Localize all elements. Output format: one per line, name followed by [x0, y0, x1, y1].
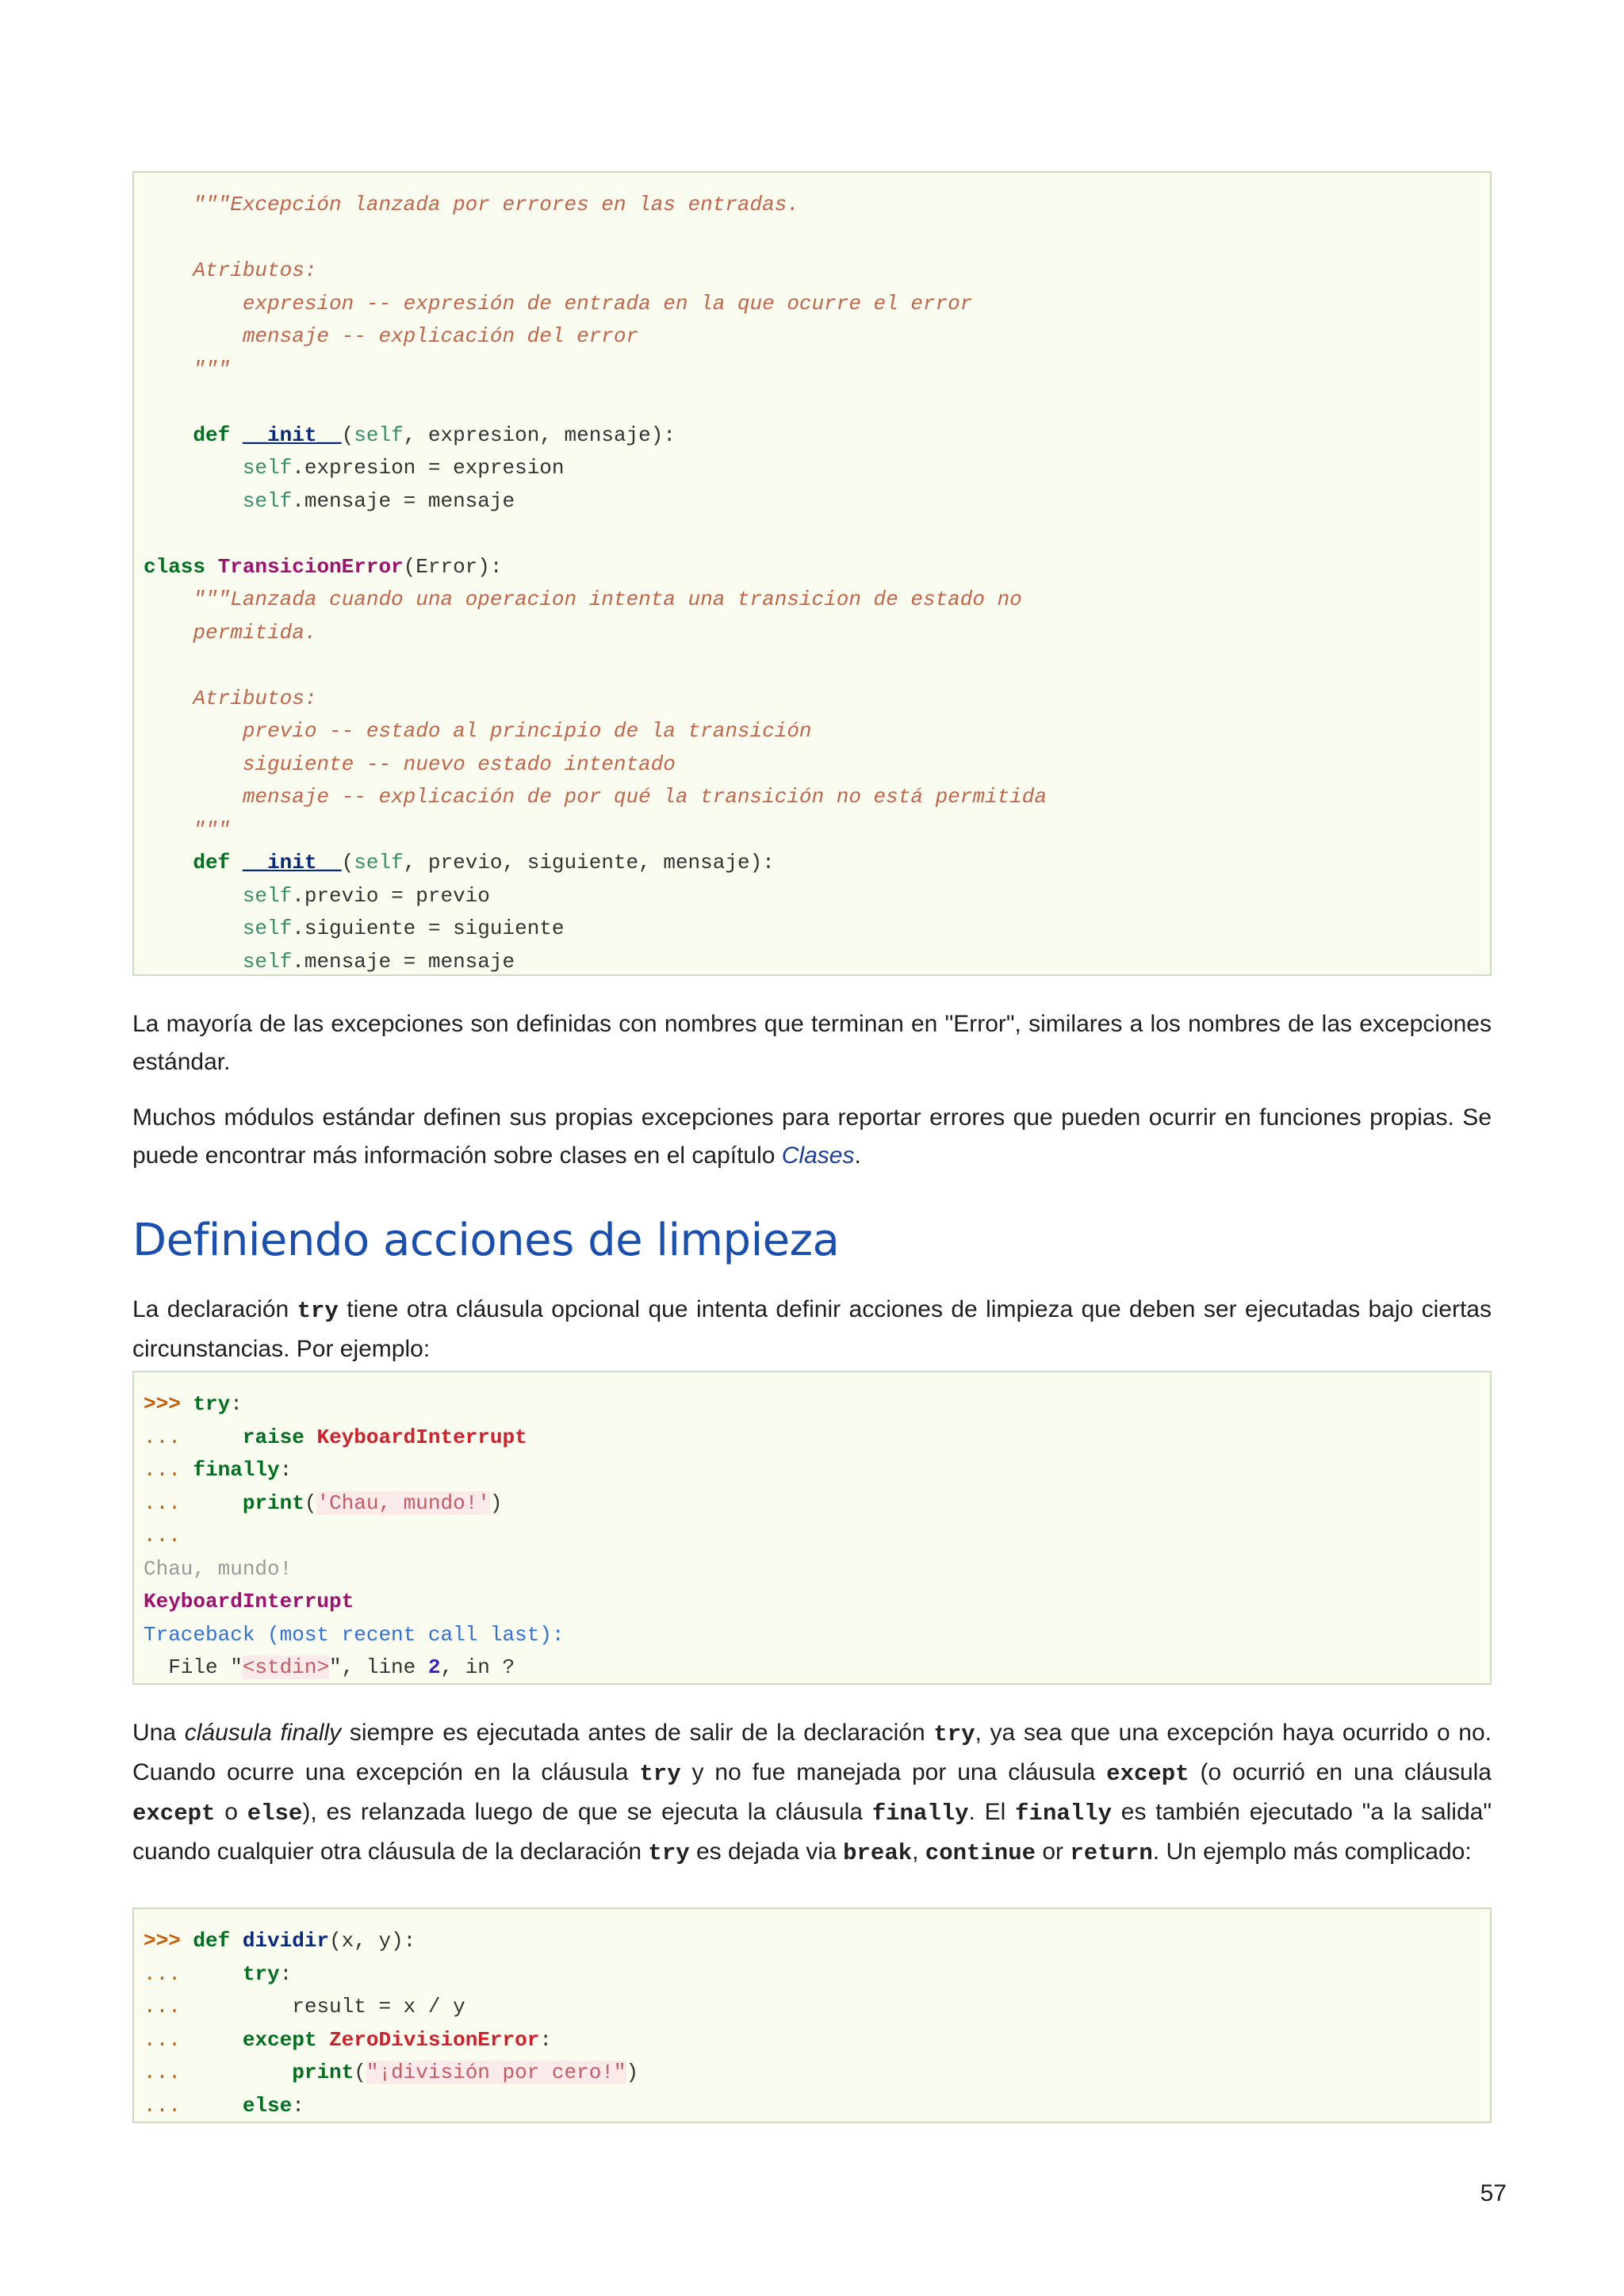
paragraph-text: or: [1036, 1839, 1071, 1865]
code-token: ...: [144, 1995, 193, 2019]
link-clases[interactable]: Clases: [781, 1142, 855, 1169]
code-token: [193, 1425, 242, 1449]
inline-code: finally: [1015, 1800, 1112, 1827]
code-token: dividir: [242, 1929, 330, 1953]
code-line: [144, 189, 799, 220]
emphasis-text: cláusula finally: [184, 1720, 342, 1746]
inline-code: return: [1070, 1840, 1153, 1866]
code-line: [144, 1520, 181, 1552]
code-token: [230, 1929, 243, 1953]
code-line: [144, 781, 1047, 813]
code-token: print: [242, 1490, 304, 1515]
code-token: :: [279, 1458, 293, 1482]
paragraph-text: Muchos módulos estándar definen sus propias excepciones para reportar errores que pueden ocurrir en funciones propias. Se puede encontrar más información sobre clases en el capítulo: [132, 1104, 1492, 1169]
inline-code: break: [843, 1840, 913, 1866]
code-line: [144, 1422, 527, 1453]
code-line: [144, 946, 515, 978]
paragraph-text: La declaración: [132, 1296, 297, 1322]
code-token: .expresion = expresion: [292, 456, 565, 480]
code-line: [144, 584, 1022, 615]
paragraph-text: . El: [968, 1799, 1016, 1825]
paragraph-text: siempre es ejecutada antes de salir de la declaración: [341, 1720, 934, 1746]
code-line: [144, 452, 565, 484]
inline-code: continue: [925, 1840, 1036, 1866]
code-token: .previo = previo: [292, 883, 490, 908]
code-line: [144, 913, 565, 944]
inline-code: try: [639, 1761, 681, 1787]
code-block-exception-classes: [132, 171, 1492, 976]
code-token: mensaje -- explicación de por qué la transición no está permitida: [144, 785, 1047, 809]
code-token: >>>: [144, 1929, 193, 1953]
code-token: self: [242, 949, 293, 974]
code-token: Chau, mundo!: [144, 1556, 293, 1581]
code-token: >>>: [144, 1392, 193, 1416]
code-token: File ": [144, 1655, 243, 1679]
code-line: [144, 254, 316, 286]
code-token: __init__: [242, 851, 342, 874]
code-token: class: [144, 554, 206, 579]
paragraph-text: es dejada via: [689, 1839, 844, 1865]
code-token: """: [144, 817, 231, 842]
code-token: ): [489, 1490, 503, 1515]
code-token: [205, 555, 218, 579]
code-token: :: [230, 1392, 243, 1416]
code-token: [230, 851, 243, 874]
code-token: [144, 916, 243, 940]
code-token: .mensaje = mensaje: [292, 949, 515, 974]
code-token: , in ?: [440, 1655, 515, 1679]
code-token: finally: [193, 1458, 280, 1482]
code-line: [144, 715, 812, 747]
code-line: [144, 354, 230, 385]
code-line: [144, 748, 676, 780]
code-token: (: [304, 1490, 317, 1515]
code-token: (: [341, 423, 354, 447]
code-token: Atributos:: [144, 258, 317, 282]
page-number: 57: [1480, 2180, 1507, 2206]
code-token: def: [193, 851, 231, 874]
paragraph-text: . Un ejemplo más complicado:: [1152, 1839, 1472, 1865]
code-token: (Error):: [403, 554, 503, 579]
code-token: self: [354, 423, 404, 447]
code-line: [144, 1586, 354, 1617]
code-token: [230, 423, 243, 447]
paragraph-finally-explanation: [132, 1714, 1492, 1873]
paragraph-text: , ya sea que una excepción haya ocurrido o no. Cuando ocurre una excepción en la cláusula: [132, 1720, 1492, 1785]
code-token: ", line: [329, 1655, 428, 1679]
code-line: [144, 419, 676, 451]
code-token: :: [292, 2093, 304, 2118]
code-token: [144, 851, 193, 874]
paragraph-text: tiene otra cláusula opcional que intenta definir acciones de limpieza que deben ser ejecutadas bajo ciertas circunstancias. Por ejemplo:: [132, 1296, 1492, 1362]
code-line: [144, 2090, 304, 2122]
code-token: :: [539, 2027, 552, 2052]
code-token: else: [242, 2093, 293, 2118]
code-line: [144, 814, 230, 846]
code-token: ...: [144, 1425, 193, 1449]
code-token: __init__: [242, 423, 342, 447]
code-token: permitida.: [144, 620, 317, 645]
code-token: [144, 423, 193, 447]
code-token: .siguiente = siguiente: [292, 916, 565, 940]
code-token: ...: [144, 1961, 193, 1986]
code-token: self: [242, 916, 293, 940]
code-token: ...: [144, 1524, 181, 1548]
code-token: [144, 950, 243, 974]
paragraph-text: ,: [912, 1839, 925, 1865]
code-token: ...: [144, 1490, 193, 1515]
code-token: TransicionError: [217, 554, 404, 579]
paragraph-text: es también ejecutado "a la salida" cuando cualquier otra cláusula de la declaración: [132, 1799, 1492, 1865]
code-line: [144, 1991, 465, 2022]
code-line: [144, 847, 775, 878]
code-token: , previo, siguiente, mensaje):: [403, 851, 775, 874]
code-token: [316, 2028, 329, 2052]
code-token: self: [242, 456, 293, 480]
code-token: KeyboardInterrupt: [144, 1590, 354, 1613]
paragraph-try-intro: [132, 1291, 1492, 1368]
code-token: (x, y):: [329, 1929, 416, 1953]
code-token: [144, 489, 243, 513]
inline-code: except: [1106, 1761, 1189, 1787]
code-line: [144, 320, 638, 352]
code-line: [144, 1487, 503, 1519]
inline-code: finally: [871, 1800, 969, 1827]
code-token: .mensaje = mensaje: [292, 488, 515, 513]
code-token: print: [292, 2061, 354, 2084]
code-token: """Lanzada cuando una operacion intenta una transicion de estado no: [144, 587, 1022, 611]
code-token: (: [354, 2061, 366, 2084]
code-token: 2: [427, 1655, 441, 1679]
paragraph-text: o: [215, 1799, 247, 1825]
code-token: mensaje -- explicación del error: [144, 324, 639, 348]
code-token: Traceback (most recent call last):: [144, 1622, 565, 1647]
code-token: [193, 2028, 242, 2052]
code-line: [144, 617, 316, 649]
inline-code: try: [648, 1840, 690, 1866]
code-line: [144, 1925, 416, 1957]
code-token: ...: [144, 2027, 193, 2052]
code-line: [144, 2024, 552, 2056]
paragraph-standard-modules: [132, 1099, 1492, 1175]
code-line: [144, 551, 503, 583]
code-line: [144, 485, 515, 517]
code-token: def: [193, 423, 231, 447]
section-heading: Definiendo acciones de limpieza: [132, 1215, 840, 1266]
code-token: self: [242, 488, 293, 513]
code-token: [193, 2094, 242, 2118]
code-token: siguiente -- nuevo estado intentado: [144, 752, 676, 776]
code-token: ...: [144, 2061, 193, 2084]
inline-code: except: [132, 1800, 216, 1827]
code-token: self: [354, 851, 404, 874]
code-line: [144, 683, 316, 714]
code-block-finally-example: [132, 1371, 1492, 1685]
inline-code: try: [933, 1721, 975, 1747]
code-token: , expresion, mensaje):: [403, 423, 676, 447]
paragraph-text: y no fue manejada por una cláusula: [680, 1759, 1107, 1785]
code-token: try: [242, 1961, 280, 1986]
code-token: except: [242, 2027, 317, 2052]
paragraph-text: .: [854, 1142, 861, 1169]
code-line: [144, 1388, 243, 1420]
code-line: [144, 288, 972, 320]
code-token: [193, 2061, 292, 2084]
code-token: [304, 1425, 317, 1449]
code-token: def: [193, 1929, 231, 1953]
code-token: <stdin>: [242, 1655, 330, 1679]
paragraph-text: La mayoría de las excepciones son definidas con nombres que terminan en "Error", similares a los nombres de las excepciones estándar.: [132, 1011, 1492, 1075]
code-token: expresion -- expresión de entrada en la que ocurre el error: [144, 291, 973, 316]
code-token: ZeroDivisionError: [329, 2027, 540, 2052]
code-token: "¡división por cero!": [366, 2061, 626, 2084]
code-token: [144, 884, 243, 908]
paragraph-error-naming: [132, 1005, 1492, 1081]
code-token: (: [341, 851, 354, 874]
code-token: [144, 456, 243, 480]
inline-code: else: [247, 1800, 303, 1827]
code-line: [144, 1454, 292, 1486]
code-line: [144, 1651, 515, 1683]
code-token: result = x / y: [193, 1995, 465, 2019]
code-token: [193, 1491, 242, 1515]
code-token: ): [626, 2061, 639, 2084]
inline-code: try: [297, 1298, 339, 1324]
code-token: [193, 1962, 242, 1986]
code-line: [144, 1553, 292, 1585]
code-token: ...: [144, 2093, 193, 2118]
code-token: ...: [144, 1458, 193, 1482]
paragraph-text: ), es relanzada luego de que se ejecuta la cláusula: [302, 1799, 872, 1825]
code-line: [144, 2057, 638, 2088]
code-token: try: [193, 1392, 231, 1416]
code-block-dividir-example: [132, 1908, 1492, 2123]
code-line: [144, 1958, 292, 1990]
paragraph-text: (o ocurrió en una cláusula: [1189, 1759, 1492, 1785]
paragraph-text: Una: [132, 1720, 185, 1746]
code-token: """: [144, 357, 231, 381]
code-line: [144, 880, 490, 912]
code-line: [144, 1619, 565, 1651]
code-token: self: [242, 883, 293, 908]
code-token: raise: [242, 1425, 304, 1449]
code-token: KeyboardInterrupt: [316, 1425, 527, 1449]
code-token: Atributos:: [144, 686, 317, 710]
code-token: previo -- estado al principio de la transición: [144, 719, 812, 743]
code-token: 'Chau, mundo!': [316, 1490, 490, 1515]
code-token: """Excepción lanzada por errores en las entradas.: [144, 193, 799, 216]
code-token: :: [279, 1961, 293, 1986]
